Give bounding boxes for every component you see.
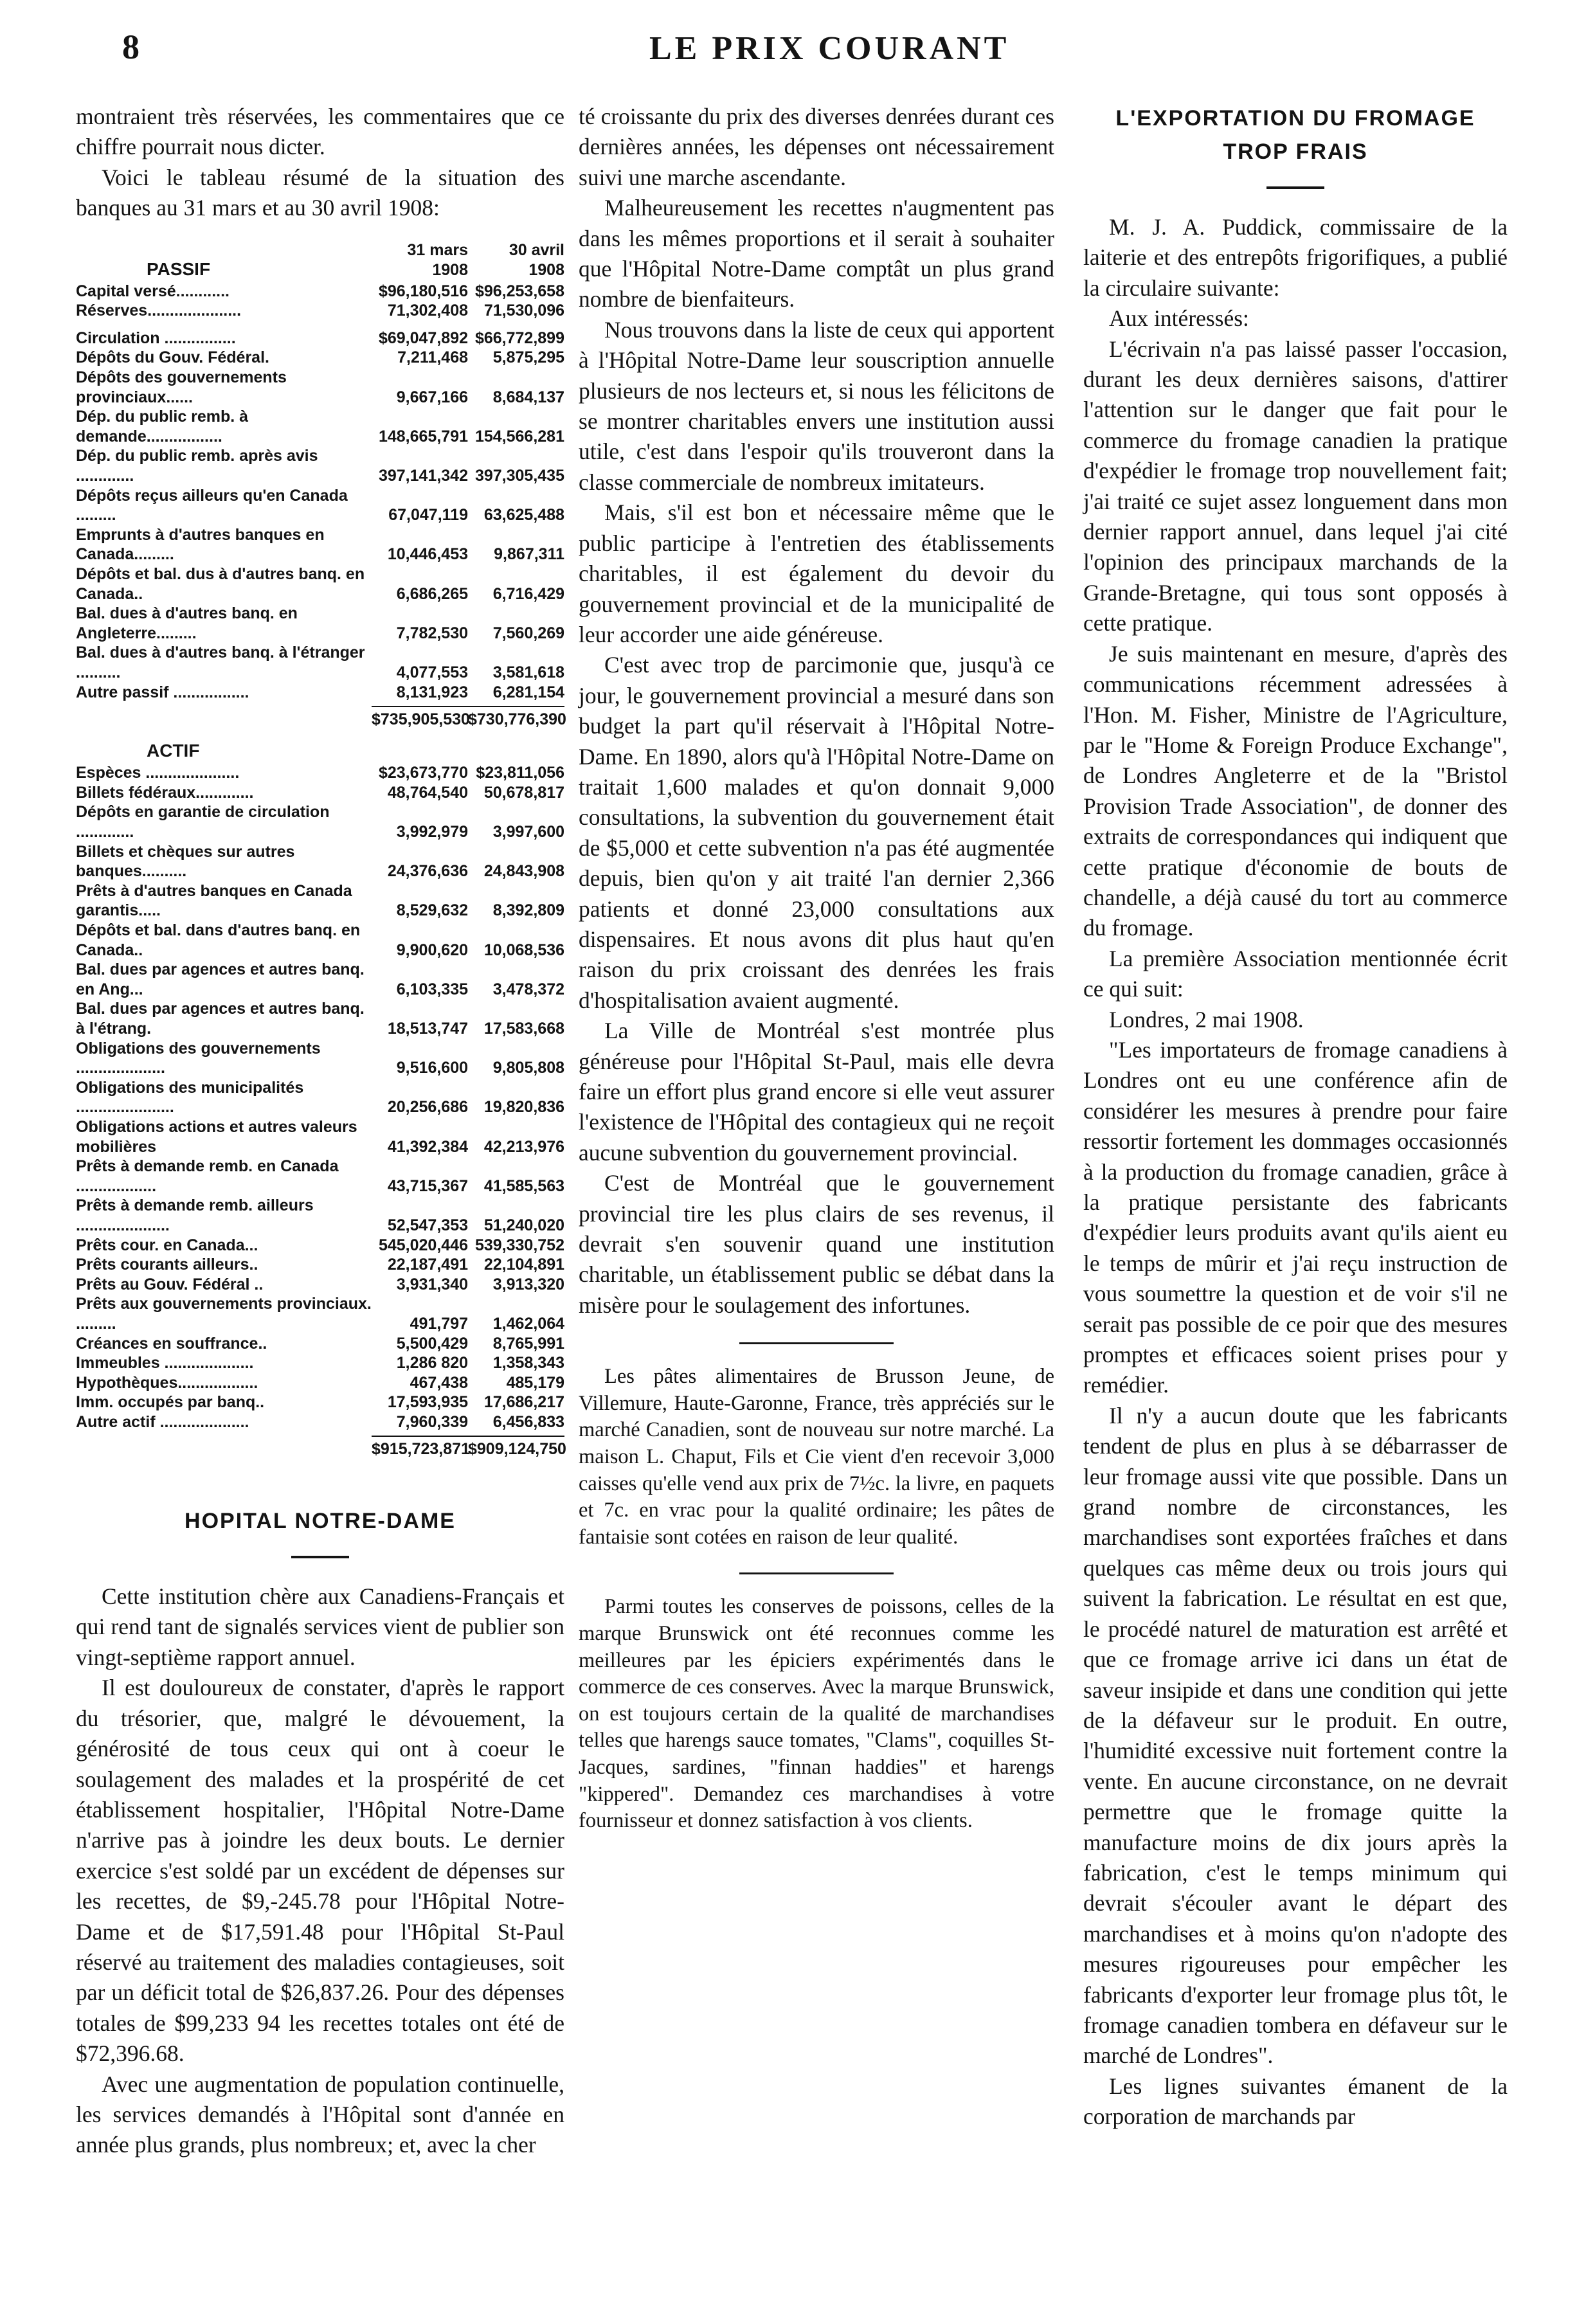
row-label: Bal. dues par agences et autres banq. en Ang... [76, 960, 365, 998]
value-mars: 52,547,353 [387, 1216, 468, 1234]
value-mars: 18,513,747 [387, 1020, 468, 1038]
paragraph: C'est avec trop de parcimonie que, jusqu'à ce jour, le gouvernement provincial a mesuré dans son budget la part qu'il réservait à l'Hôpital Notre-Dame. En 1890, alors qu'à l'Hôpital Notre-Dame on traitait 1,600 malades et qu'on donnait 9,000 consultations, la subvention du gouvernement était de $5,000 et cette subvention n'a pas été augmentée depuis, bien qu'on y ait traité l'an dernier 2,366 patients et donné 23,000 consultations aux dispensaires. Et nous avons dit plus haut qu'en raison du prix croissant des denrées les frais d'hospitalisation avaient augmenté. [579, 652, 1054, 1013]
value-avril: 17,583,668 [483, 1020, 564, 1038]
paragraph: Il n'y a aucun doute que les fabricants tendent de plus en plus à se débarrasser de leur fromage aussi vite que possible. Dans un grand nombre de circonstances, les marchandises sont exportées fraîches et dans quelques cas même deux ou trois jours qui suivent la fabrication. Le résultat en est que, le procédé naturel de maturation est arrêté et que ce fromage arrive ici dans un état de saveur insipide et dans une condition qui jette de la défaveur sur le produit. En outre, l'humidité excessive nuit fortement contre la vente. En aucune circonstance, on ne devrait permettre que le fromage quitte la manufacture moins de dix jours après la fabrication, c'est le temps minimum qui devrait s'écouler avant le départ des marchandises et à moins qu'on n'adopte des mesures rigoureuses pour empêcher les fabricants d'exporter leur fromage plus tôt, le fromage canadien tombera en défaveur sur le marché de Londres". [1083, 1402, 1508, 2069]
table-row [76, 564, 564, 604]
row-label: Espèces ..................... [76, 764, 240, 782]
value-mars: 24,376,636 [387, 862, 468, 881]
row-label: Capital versé............ [76, 282, 230, 300]
value-mars: 545,020,446 [378, 1236, 468, 1254]
table-row [76, 1255, 564, 1275]
row-label: Billets et chèques sur autres banques.......... [76, 842, 295, 881]
value-avril: 22,104,891 [483, 1256, 564, 1274]
table-row [76, 1196, 564, 1235]
value-avril: 6,281,154 [492, 683, 564, 701]
row-label: Imm. occupés par banq.. [76, 1393, 265, 1412]
page-header [0, 0, 1586, 77]
row-label: Circulation ................ [76, 329, 236, 347]
value-avril: 41,585,563 [483, 1176, 564, 1195]
value-avril: 51,240,020 [483, 1216, 564, 1234]
value-avril: 71,530,096 [483, 302, 564, 320]
value-avril: 3,913,320 [492, 1275, 564, 1293]
table-row [76, 1373, 564, 1393]
value-mars: 67,047,119 [388, 506, 468, 525]
section-divider [291, 1556, 349, 1558]
publication-title: LE PRIX COURANT [649, 30, 1010, 67]
value-avril: 10,068,536 [483, 941, 564, 959]
paragraph: La première Association mentionnée écrit ce qui suit: [1083, 945, 1508, 1002]
paragraph: Malheureusement les recettes n'augmentent pas dans les mêmes proportions et il serait à souhaiter que l'Hôpital Notre-Dame comptât un plus grand nombre de bienfaiteurs. [579, 195, 1054, 312]
paragraph: Cette institution chère aux Canadiens-Français et qui rend tant de signalés services vient de publier son vingt-septième rapport annuel. [76, 1583, 564, 1670]
row-label: Dépôts et bal. dus à d'autres banq. en Canada.. [76, 564, 365, 603]
actif-heading: ACTIF [147, 740, 200, 761]
article-separator [739, 1572, 894, 1574]
table-row [76, 960, 564, 999]
table-row [76, 486, 564, 525]
row-label: Bal. dues à d'autres banq. à l'étranger .......... [76, 644, 365, 681]
value-avril: 485,179 [506, 1373, 564, 1392]
value-avril: 7,560,269 [492, 624, 564, 642]
table-row [76, 783, 564, 803]
row-label: Autre actif .................... [76, 1412, 249, 1431]
table-row [76, 842, 564, 881]
passif-heading: PASSIF [147, 258, 211, 279]
paragraph: Aux intéressés: [1109, 305, 1249, 332]
actif-total [76, 1436, 564, 1459]
passif-rows [76, 282, 564, 702]
table-row [76, 1275, 564, 1295]
column-head-mars: 31 mars 1908 [407, 240, 468, 279]
value-avril: $23,811,056 [476, 764, 564, 782]
value-mars: 17,593,935 [387, 1393, 468, 1412]
table-row [76, 1117, 564, 1157]
table-row [76, 1294, 564, 1333]
table-row [76, 282, 564, 302]
value-avril: 6,456,833 [492, 1412, 564, 1431]
value-avril: 6,716,429 [492, 584, 564, 603]
paragraph: Voici le tableau résumé de la situation des banques au 31 mars et au 30 avril 1908: [76, 164, 564, 221]
value-mars: 10,446,453 [387, 545, 468, 564]
paragraph: té croissante du prix des diverses denrées durant ces dernières années, les dépenses ont nécessairement suivi une marche ascendante. [579, 104, 1054, 190]
table-row [76, 683, 564, 703]
news-item-pates: Les pâtes alimentaires de Brusson Jeune, de Villemure, Haute-Garonne, France, très appréciés sur le marché Canadien, sont de nouveau sur notre marché. La maison L. Chaput, Fils et Cie vient d'en recevoir 3,000 caisses qu'elle vend aux prix de 7½c. la livre, en paquets et 7c. en vrac pour la qualité ordinaire; les pâtes de fantaisie sont cotées en raison de leur qualité. [579, 1365, 1054, 1549]
value-mars: 9,900,620 [396, 941, 468, 959]
row-label: Dépôts reçus ailleurs qu'en Canada ......... [76, 486, 348, 525]
value-avril: 1,462,064 [492, 1314, 564, 1333]
row-label: Réserves..................... [76, 302, 242, 320]
table-row [76, 604, 564, 643]
value-avril: 397,305,435 [474, 466, 564, 485]
paragraph: montraient très réservées, les commentaires que ce chiffre pourrait nous dicter. [76, 104, 564, 160]
value-mars: 467,438 [410, 1373, 468, 1392]
paragraph: Nous trouvons dans la liste de ceux qui apportent à l'Hôpital Notre-Dame leur souscription annuelle plusieurs de nos lecteurs et, si nous les félicitons de se montrer charitables envers une institution aussi utile, c'est dans l'espoir qu'ils trouveront dans la classe commerciale de nombreux imitateurs. [579, 316, 1054, 495]
value-mars: 6,686,265 [396, 584, 468, 603]
value-avril: 5,875,295 [492, 348, 564, 367]
value-mars: 9,516,600 [396, 1059, 468, 1077]
row-label: Prêts aux gouvernements provinciaux. ......... [76, 1295, 372, 1333]
table-row [76, 1334, 564, 1354]
row-label: Dépôts en garantie de circulation ............. [76, 803, 330, 842]
page-number: 8 [122, 28, 140, 66]
value-mars: 43,715,367 [387, 1176, 468, 1195]
value-avril: 539,330,752 [474, 1236, 564, 1254]
row-label: Billets fédéraux............. [76, 783, 254, 802]
value-avril: 8,684,137 [492, 388, 564, 406]
value-mars: 1,286 820 [396, 1354, 468, 1373]
table-row [76, 999, 564, 1038]
paragraph: "Les importateurs de fromage canadiens à Londres ont eu une conférence afin de considérer les mesures à prendre pour faire ressortir fortement les dommages occasionnés à la production du fromage canadien, grâce à la pratique persistante des fabricants d'expédier leurs produits avant qu'ils aient eu le temps de mûrir et j'ai reçu instruction de vous soumettre la question et de voir s'il ne serait pas possible de ce poir que des mesures promptes et efficaces soient prises pour y remédier. [1083, 1036, 1508, 1398]
value-avril: 3,997,600 [492, 823, 564, 842]
table-row [76, 921, 564, 960]
value-avril: 63,625,488 [483, 506, 564, 525]
column-head-avril: 30 avril 1908 [509, 240, 564, 279]
row-label: Prêts au Gouv. Fédéral .. [76, 1275, 264, 1293]
value-mars: $69,047,892 [378, 329, 468, 347]
table-row [76, 643, 564, 682]
value-mars: 3,931,340 [396, 1275, 468, 1293]
section-title-hopital: HOPITAL NOTRE-DAME [185, 1509, 456, 1534]
value-mars: 41,392,384 [387, 1137, 468, 1156]
row-label: Obligations des municipalités ...................... [76, 1078, 304, 1117]
value-avril: 3,581,618 [492, 663, 564, 681]
row-label: Dép. du public remb. après avis ............. [76, 447, 318, 485]
value-mars: 491,797 [410, 1314, 468, 1333]
value-mars: 7,782,530 [396, 624, 468, 642]
table-row [76, 1392, 564, 1412]
table-row [76, 368, 564, 407]
column-3 [1083, 102, 1508, 2132]
paragraph: Les lignes suivantes émanent de la corporation de marchands par [1083, 2073, 1508, 2130]
row-label: Dépôts des gouvernements provinciaux...... [76, 368, 287, 406]
paragraph: C'est de Montréal que le gouvernement provincial tire les plus clairs de ses revenus, il devrait s'en souvenir quand une institution charitable, un établissement public se débat dans la misère pour le soulagement des infortunes. [579, 1170, 1054, 1318]
value-avril: 19,820,836 [483, 1098, 564, 1117]
row-label: Emprunts à d'autres banques en Canada......... [76, 525, 325, 564]
section-divider [1266, 186, 1324, 189]
table-row [76, 446, 564, 485]
paragraph: Avec une augmentation de population continuelle, les services demandés à l'Hôpital sont d'année en année plus grands, plus nombreux; et, avec la cher [76, 2071, 564, 2158]
row-gap [76, 321, 564, 329]
value-avril: 17,686,217 [483, 1393, 564, 1412]
value-avril: 1,358,343 [492, 1354, 564, 1373]
value-avril: 9,867,311 [494, 545, 564, 564]
value-mars: 3,992,979 [396, 823, 468, 842]
table-header [76, 240, 564, 280]
value-avril: 9,805,808 [492, 1059, 564, 1077]
row-label: Prêts cour. en Canada... [76, 1236, 258, 1254]
table-row [76, 1157, 564, 1196]
value-mars: 4,077,553 [396, 663, 468, 681]
row-label: Prêts à d'autres banques en Canada garantis..... [76, 881, 352, 920]
value-avril: 42,213,976 [483, 1137, 564, 1156]
article-separator [739, 1342, 894, 1344]
value-avril: 50,678,817 [483, 783, 564, 802]
row-label: Dép. du public remb. à demande................. [76, 408, 249, 446]
value-mars: 9,667,166 [396, 388, 468, 406]
row-label: Créances en souffrance.. [76, 1334, 267, 1353]
value-mars: 20,256,686 [387, 1098, 468, 1117]
value-mars: 7,960,339 [396, 1412, 468, 1431]
paragraph: Il est douloureux de constater, d'après le rapport du trésorier, que, malgré le dévouement, la générosité de tous ceux qui ont à coeur le soulagement des malades et la prospérité de cet établissement hospitalier, l'Hôpital Notre-Dame n'arrive pas à joindre les deux bouts. Le dernier exercice s'est soldé par un excédent de dépenses sur les recettes, de $9,-245.78 pour l'Hôpital Notre-Dame et de $17,591.48 pour l'Hôpital St-Paul réservé au traitement des maladies contagieuses, soit par un déficit total de $26,837.26. Pour des dépenses totales de $99,233 94 les recettes totales ont été de $72,396.68. [76, 1675, 564, 2067]
row-label: Bal. dues à d'autres banq. en Angleterre......... [76, 604, 298, 642]
table-row [76, 763, 564, 783]
actif-total-avril: $909,124,750 [468, 1436, 564, 1459]
value-avril: 3,478,372 [492, 980, 564, 998]
passif-total [76, 706, 564, 730]
value-avril: 8,392,809 [492, 901, 564, 920]
table-row [76, 525, 564, 564]
actif-rows [76, 763, 564, 1432]
row-label: Prêts à demande remb. ailleurs ..................... [76, 1196, 314, 1234]
value-mars: $96,180,516 [378, 282, 468, 300]
table-row [76, 802, 564, 842]
table-row [76, 1078, 564, 1117]
value-avril: 154,566,281 [474, 427, 564, 446]
column-1 [76, 102, 564, 2161]
value-mars: 71,302,408 [387, 302, 468, 320]
table-row [76, 1353, 564, 1373]
paragraph: Mais, s'il est bon et nécessaire même que le public participe à l'entretien des établissements charitables, il est également du devoir du gouvernement provincial et de la municipalité de leur accorder une aide généreuse. [579, 500, 1054, 647]
row-label: Prêts courants ailleurs.. [76, 1256, 258, 1274]
value-mars: 397,141,342 [378, 466, 468, 485]
row-label: Dépôts du Gouv. Fédéral. [76, 348, 269, 367]
passif-total-mars: $735,905,530 [372, 706, 468, 730]
row-label: Autre passif ................. [76, 683, 249, 701]
value-mars: 6,103,335 [396, 980, 468, 998]
value-mars: $23,673,770 [378, 764, 468, 782]
value-mars: 148,665,791 [378, 427, 468, 446]
value-mars: 8,529,632 [396, 901, 468, 920]
table-row [76, 329, 564, 348]
row-label: Obligations actions et autres valeurs mobilières [76, 1117, 357, 1156]
value-mars: 8,131,923 [396, 683, 468, 701]
paragraph: La Ville de Montréal s'est montrée plus généreuse pour l'Hôpital St-Paul, mais elle devra faire un effort plus grand encore si elle veut assurer l'existence de l'Hôpital des contagieux qui ne reçoit aucune subvention du gouvernement provincial. [579, 1018, 1054, 1166]
paragraph: Je suis maintenant en mesure, d'après des communications récemment adressées à l'Hon. M. Fisher, Ministre de l'Agriculture, par le "Home & Foreign Produce Exchange", de Londres Angleterre et de la "Bristol Provision Trade Association", de donner des extraits de correspondances qui indiquent que cette pratique d'économie de bouts de chandelle, a déjà causé du tort au commerce du fromage. [1083, 640, 1508, 941]
row-label: Prêts à demande remb. en Canada .................. [76, 1157, 339, 1195]
table-row [76, 407, 564, 446]
table-row [76, 301, 564, 321]
news-item-conserves: Parmi toutes les conserves de poissons, celles de la marque Brunswick ont été reconnues comme les meilleures par les épiciers expérimentés dans le commerce de ces conserves. Avec la marque Brunswick, on est toujours certain de la qualité de marchandises telles que harengs sauce tomates, "Clams", coquilles St-Jacques, sardines, "finnan haddies" et harengs "kippered". Demandez ces marchandises à votre fournisseur et donnez satisfaction à vos clients. [579, 1595, 1054, 1833]
row-label: Immeubles .................... [76, 1354, 254, 1373]
row-label: Bal. dues par agences et autres banq. à l'étrang. [76, 1000, 365, 1038]
row-label: Obligations des gouvernements .................... [76, 1039, 321, 1077]
value-avril: 24,843,908 [483, 862, 564, 881]
table-row [76, 881, 564, 921]
row-label: Hypothèques.................. [76, 1373, 258, 1392]
bank-summary-table [76, 240, 564, 1459]
actif-total-mars: $915,723,871 [372, 1436, 468, 1459]
table-row [76, 1412, 564, 1432]
paragraph: L'écrivain n'a pas laissé passer l'occasion, durant les deux dernières saisons, d'attirer l'attention sur le danger que fait pour le commerce du fromage canadien la pratique d'expédier le fromage trop nouvellement fait; j'ai traité ce sujet assez longuement dans mon dernier rapport annuel, dans lequel j'ai cité l'opinion des principaux marchands de la Grande-Bretagne, qui tous sont opposés à cette pratique. [1083, 336, 1508, 636]
value-mars: 48,764,540 [387, 783, 468, 802]
value-avril: $96,253,658 [474, 282, 564, 300]
value-avril: 8,765,991 [492, 1334, 564, 1353]
paragraph: M. J. A. Puddick, commissaire de la laiterie et des entrepôts frigorifiques, a publié la circulaire suivante: [1083, 214, 1508, 301]
dateline: Londres, 2 mai 1908. [1109, 1006, 1304, 1032]
table-row [76, 348, 564, 368]
passif-total-avril: $730,776,390 [468, 706, 564, 730]
value-mars: 7,211,468 [397, 348, 468, 367]
section-title-exportation: L'EXPORTATION DU FROMAGE TROP FRAIS [1115, 106, 1475, 164]
table-row [76, 1039, 564, 1078]
column-2 [579, 102, 1054, 1835]
row-label: Dépôts et bal. dans d'autres banq. en Canada.. [76, 921, 361, 959]
table-row [76, 1236, 564, 1256]
value-avril: $66,772,899 [474, 329, 564, 347]
value-mars: 5,500,429 [396, 1334, 468, 1353]
value-mars: 22,187,491 [387, 1256, 468, 1274]
